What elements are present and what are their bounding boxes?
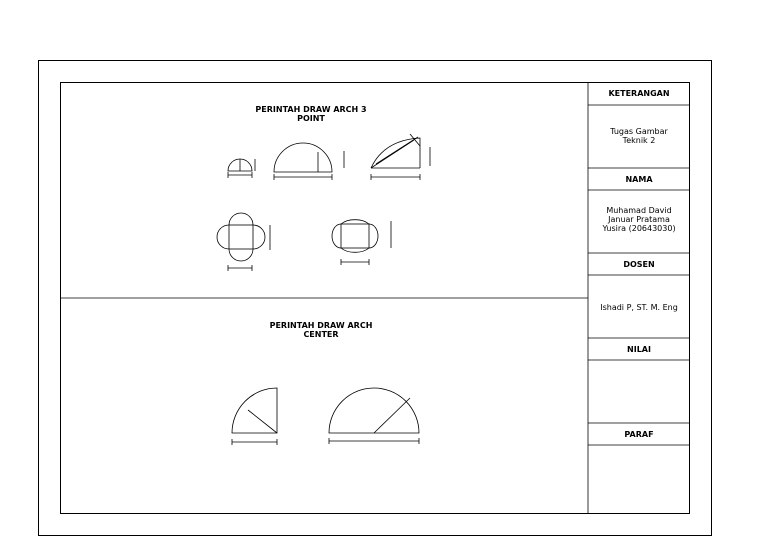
quarter-arc-drawing — [232, 388, 277, 445]
section-1-title — [236, 105, 386, 123]
section-2-title-line-1: PERINTAH DRAW ARCH — [269, 321, 373, 330]
medium-arch-drawing — [274, 143, 344, 180]
dosen-label: DOSEN — [623, 260, 655, 269]
section-2-title-line-2: CENTER — [303, 330, 339, 339]
keterangan-value-line-1: Tugas Gambar — [610, 127, 668, 136]
tilted-arch-drawing — [371, 134, 430, 180]
keterangan-label: KETERANGAN — [608, 89, 670, 98]
square-with-arcs-drawing — [217, 213, 270, 271]
nilai-label: NILAI — [627, 345, 651, 354]
dosen-value: Ishadi P, ST. M. Eng — [600, 303, 678, 312]
nama-line-1: Muhamad David — [606, 206, 672, 215]
nama-line-2: Januar Pratama — [608, 215, 670, 224]
nama-label: NAMA — [625, 175, 653, 184]
keterangan-value — [588, 127, 690, 145]
nama-value — [588, 206, 690, 233]
half-circle-drawing — [329, 388, 419, 444]
section-2-title — [246, 321, 396, 339]
section-1-title-line-1: PERINTAH DRAW ARCH 3 — [255, 105, 367, 114]
section-1-title-line-2: POINT — [297, 114, 325, 123]
keterangan-value-line-2: Teknik 2 — [622, 136, 656, 145]
paraf-label: PARAF — [624, 430, 654, 439]
nama-line-3: Yusira (20643030) — [602, 224, 676, 233]
rectangle-with-arcs-drawing — [332, 220, 391, 265]
small-arch-drawing — [228, 159, 255, 178]
